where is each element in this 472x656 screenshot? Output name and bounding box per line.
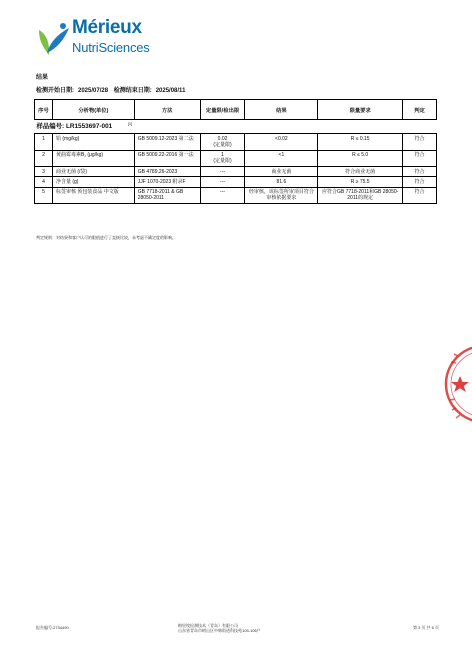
cell-limit: 1 (定量限) <box>200 150 245 167</box>
table-header-row <box>35 100 437 120</box>
cell-no: 2 <box>35 150 53 167</box>
sample-id-cell <box>35 120 437 134</box>
section-title: 结果 <box>36 75 49 81</box>
cell-method: GB 7718-2011 & GB 28050-2011 <box>134 187 200 204</box>
brand-name-line2: NutriSciences <box>72 40 150 55</box>
start-date-value: 2025/07/28 <box>78 88 109 94</box>
company-logo <box>36 16 176 62</box>
table-row <box>35 177 437 187</box>
cell-method: GB 5009.12-2023 第二法 <box>134 134 200 151</box>
cell-judgment: 符合 <box>403 187 437 204</box>
cell-requirement: R ≥ 75.5 <box>318 177 403 187</box>
col-header-method: 方法 <box>134 100 200 120</box>
cell-limit: --- <box>200 187 245 204</box>
start-date-label: 检测开始日期: <box>36 88 74 94</box>
leaf-logo-icon <box>36 22 70 58</box>
cell-result: 经审核，该标签所审项目符合审核依据要求 <box>245 187 318 204</box>
table-row <box>35 150 437 167</box>
cell-analyte: 净含量 (g) <box>52 177 134 187</box>
official-seal-stamp <box>442 336 472 432</box>
sample-id-row <box>35 120 437 134</box>
test-dates <box>36 85 189 94</box>
cell-no: 4 <box>35 177 53 187</box>
footer-page-number: 第 3 页 共 6 页 <box>413 625 440 630</box>
table-row <box>35 167 437 177</box>
col-header-no: 序号 <box>35 100 53 120</box>
sample-footnote-mark: [1] <box>127 122 132 126</box>
cell-judgment: 符合 <box>403 177 437 187</box>
table-row <box>35 134 437 151</box>
cell-limit: --- <box>200 177 245 187</box>
results-table <box>34 99 437 204</box>
end-date-label: 检测结束日期: <box>113 88 152 94</box>
cell-analyte: 商业无菌 (/袋) <box>52 167 134 177</box>
cell-analyte: 黄曲霉毒素B₁ (μg/kg) <box>52 150 134 167</box>
judgment-rule-note: 判定规则：对结果和客户认可的限值进行了直接比较，未考虑不确定度的影响。 <box>36 235 176 240</box>
brand-name-line1: Mérieux <box>72 17 142 38</box>
sample-id: LR1553697-001 <box>65 123 113 131</box>
footer-company-name: 梅里埃检测技术（青岛）有限公司 <box>178 623 238 628</box>
cell-judgment: 符合 <box>403 167 437 177</box>
cell-analyte: 标签审核 预包装食品 中文版 <box>52 187 134 204</box>
footer-report-number: 报告编号:2734490 <box>36 625 69 630</box>
end-date-value: 2025/08/11 <box>155 88 186 94</box>
cell-result: <0.02 <box>245 134 318 151</box>
col-header-limit: 定量限/检出限 <box>200 100 245 120</box>
cell-requirement: R ≤ 0.15 <box>318 134 403 151</box>
cell-no: 1 <box>35 134 53 151</box>
footer-company-address: 山东省青岛市崂山区中韩街道科技苑105-106户 <box>178 628 261 634</box>
cell-method: GB 5009.22-2016 第一法 <box>134 150 200 167</box>
col-header-analyte: 分析物(单位) <box>52 100 134 120</box>
cell-analyte: 铅 (mg/kg) <box>52 134 134 151</box>
footer-company <box>178 623 261 633</box>
cell-requirement: R ≤ 5.0 <box>318 150 403 167</box>
cell-limit: 0.02 (定量限) <box>200 134 245 151</box>
table-row <box>35 187 437 204</box>
col-header-requirement: 限量要求 <box>318 100 403 120</box>
cell-result: 81.6 <box>245 177 318 187</box>
cell-result: <1 <box>245 150 318 167</box>
col-header-result: 结果 <box>245 100 318 120</box>
cell-requirement: 应符合GB 7718-2011和GB 28050-2011的规定 <box>318 187 403 204</box>
seal-icon <box>442 336 472 432</box>
sample-label: 样品编号: <box>36 123 65 131</box>
cell-requirement: 符合商业无菌 <box>318 167 403 177</box>
cell-limit: --- <box>200 167 245 177</box>
cell-judgment: 符合 <box>403 134 437 151</box>
cell-result: 商业无菌 <box>245 167 318 177</box>
cell-no: 3 <box>35 167 53 177</box>
col-header-judgment: 判定 <box>403 100 437 120</box>
cell-method: JJF 1070-2023 附录F <box>134 177 200 187</box>
cell-judgment: 符合 <box>403 150 437 167</box>
cell-method: GB 4789.26-2023 <box>134 167 200 177</box>
cell-no: 5 <box>35 187 53 204</box>
